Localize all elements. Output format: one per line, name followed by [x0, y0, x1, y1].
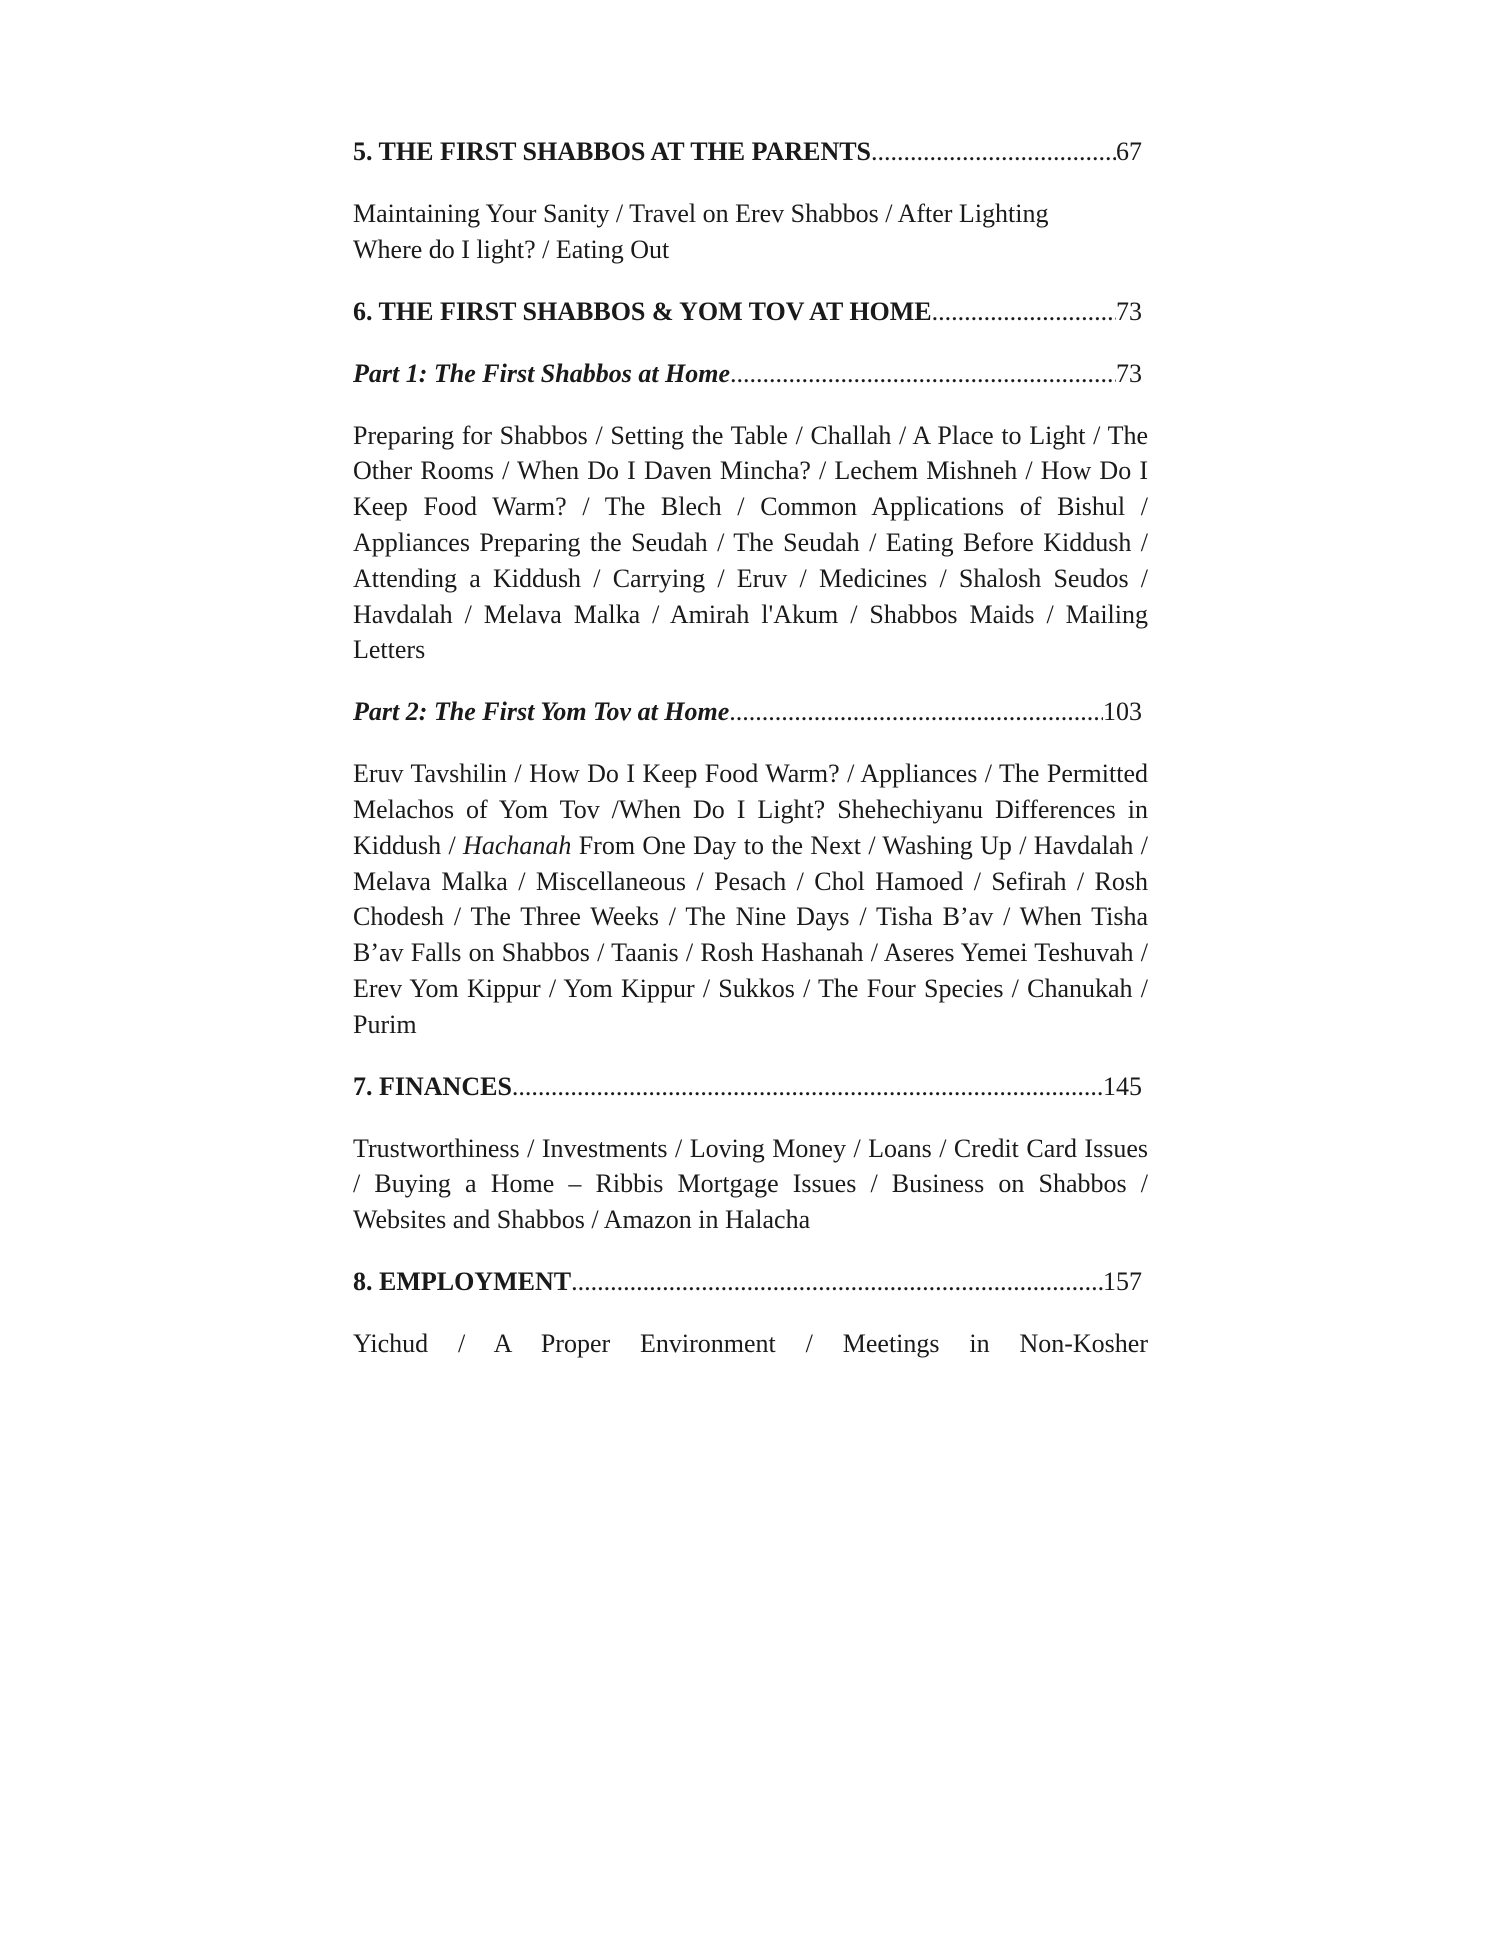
dot-leader	[512, 1069, 1103, 1105]
chapter-topics: Trustworthiness / Investments / Loving Money / Loans / Credit Card Issues / Buying a Home – Ribbis Mortgage Issues / Business on Shabbos / Websites and Shabbos / Amazon in Halacha	[353, 1133, 1148, 1235]
topics-text: Eruv Tavshilin / How Do I Keep Food Warm? / Appliances / The Permitted Melachos of Yom Tov /When Do I Light? Shehechiyanu Differences in Kiddush /	[353, 759, 1148, 860]
toc-entry-chapter-6	[353, 294, 1148, 330]
part-topics	[353, 756, 1148, 1042]
dot-leader	[571, 1264, 1103, 1300]
toc-entry-chapter-7	[353, 1069, 1148, 1105]
toc-page	[353, 134, 1148, 1388]
topics-italic-term: Hachanah	[463, 830, 572, 860]
dot-leader	[730, 356, 1116, 392]
toc-entry-part-2	[353, 694, 1148, 730]
topics-text: From One Day to the Next / Washing Up / Havdalah / Melava Malka / Miscellaneous / Pesach / Chol Hamoed / Sefirah / Rosh Chodesh / The Three Weeks / The Nine Days / Tisha B’av / When Tisha B’av Falls on Shabbos / Taanis / Rosh Hashanah / Aseres Yemei Teshuvah / Erev Yom Kippur / Yom Kippur / Sukkos / The Four Species / Chanukah / Purim	[353, 830, 1148, 1039]
topics-line: Where do I light? / Eating Out	[353, 234, 670, 264]
dot-leader	[871, 134, 1116, 170]
chapter-title: 7. FINANCES	[353, 1071, 512, 1101]
chapter-title: 8. EMPLOYMENT	[353, 1266, 572, 1296]
chapter-topics	[353, 196, 1148, 268]
page-number: 157	[1103, 1266, 1142, 1296]
page-number: 103	[1103, 697, 1142, 727]
dot-leader	[729, 694, 1103, 730]
chapter-topics: Yichud / A Proper Environment / Meetings in Non-Kosher	[353, 1328, 1148, 1358]
page-number: 73	[1116, 296, 1142, 326]
chapter-title: 5. THE FIRST SHABBOS AT THE PARENTS	[353, 137, 872, 166]
topics-line: Maintaining Your Sanity / Travel on Erev Shabbos / After Lighting	[353, 199, 1049, 228]
part-topics: Preparing for Shabbos / Setting the Table / Challah / A Place to Light / The Other Rooms / When Do I Daven Mincha? / Lechem Mishneh / How Do I Keep Food Warm? / The Blech / Common Applications of Bishul / Appliances Preparing the Seudah / The Seudah / Eating Before Kiddush / Attending a Kiddush / Carrying / Eruv / Medicines / Shalosh Seudos / Havdalah / Melava Malka / Amirah l'Akum / Shabbos Maids / Mailing Letters	[353, 420, 1148, 665]
chapter-title: 6. THE FIRST SHABBOS & YOM TOV AT HOME	[353, 296, 932, 326]
page-number: 73	[1116, 358, 1142, 388]
part-title: Part 1: The First Shabbos at Home	[353, 358, 731, 388]
page-number: 67	[1116, 137, 1142, 166]
part-title: Part 2: The First Yom Tov at Home	[353, 697, 730, 727]
page-number: 145	[1103, 1071, 1142, 1101]
toc-entry-chapter-5	[353, 134, 1148, 170]
toc-entry-chapter-8	[353, 1264, 1148, 1300]
toc-entry-part-1	[353, 356, 1148, 392]
dot-leader	[932, 294, 1116, 330]
